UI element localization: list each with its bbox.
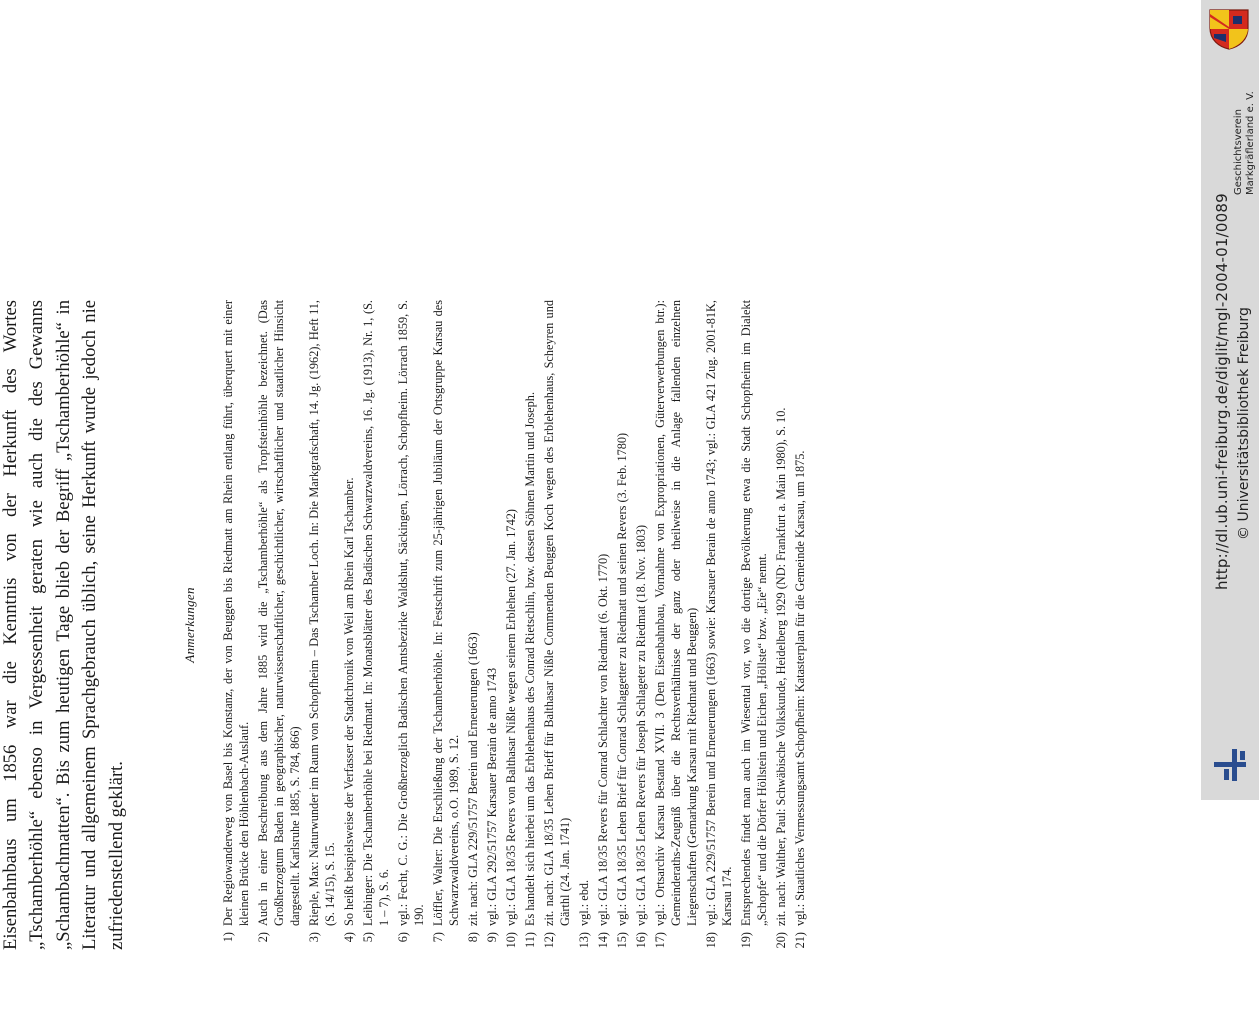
note-text: Rieple, Max: Naturwunder im Raum von Schopfheim – Das Tschamber Loch. In: Die Markgrafschaft, 14. Jg. (1962), Heft 11, (S. 14/15), S. 15. bbox=[307, 300, 337, 926]
note-item bbox=[395, 300, 427, 950]
note-number: 10) bbox=[504, 932, 518, 949]
note-number: 15) bbox=[615, 932, 629, 949]
notes-list bbox=[220, 300, 808, 950]
note-text: Entsprechendes findet man auch im Wiesental vor, wo die dortige Bevölkerung etwa die Stadt Schopfheim im Dialekt „Schopfe“ und die Dörfer Höllstein und Eichen „Höllste“ bzw. „Eie“ nennt. bbox=[739, 300, 769, 926]
note-text: zit. nach: Walther, Paul: Schwäbische Volkskunde, Heidelberg 1929 (ND: Frankfurt a. Main 1980), S. 10. bbox=[774, 407, 788, 926]
note-item bbox=[220, 300, 252, 950]
note-item bbox=[633, 300, 649, 950]
body-paragraph bbox=[0, 300, 130, 950]
note-item bbox=[576, 300, 592, 950]
note-item bbox=[341, 300, 357, 950]
note-number: 1) bbox=[221, 932, 235, 943]
note-text: zit. nach: GLA 18/35 Lehen Brieff für Balthasar Nißle Commenden Beuggen Koch wegen des Erblehenhaus, Scheyren und Gärthl (24. Jan. 1741) bbox=[542, 300, 572, 926]
note-text: vgl.: GLA 292/51757 Karsauer Berain de anno 1743 bbox=[485, 667, 499, 926]
note-text: vgl.: Fecht, C. G.: Die Großherzoglich Badischen Amtsbezirke Waldshut, Säckingen, Lörrach, Schopfheim. Lörrach 1859, S. 190. bbox=[396, 300, 426, 926]
society-line-2: Markgräflerland e. V. bbox=[1245, 91, 1256, 195]
society-line-1: Geschichtsverein bbox=[1233, 109, 1244, 195]
note-number: 11) bbox=[523, 932, 537, 948]
note-item bbox=[484, 300, 500, 950]
note-item bbox=[522, 300, 538, 950]
note-number: 20) bbox=[774, 932, 788, 949]
copyright-text: © Universitätsbibliothek Freiburg bbox=[1236, 307, 1252, 540]
note-item bbox=[792, 300, 808, 950]
note-number: 16) bbox=[634, 932, 648, 949]
note-text: vgl.: GLA 18/35 Revers für Conrad Schlachter von Riedmatt (6. Okt. 1770) bbox=[596, 553, 610, 926]
note-number: 19) bbox=[739, 932, 753, 949]
note-item bbox=[503, 300, 519, 950]
note-number: 21) bbox=[793, 932, 807, 949]
note-number: 3) bbox=[307, 932, 321, 943]
note-number: 6) bbox=[396, 932, 410, 943]
note-item bbox=[465, 300, 481, 950]
scanned-page bbox=[0, 235, 965, 1035]
body-text: Eisenbahnbaus um 1856 war die Kenntnis von der Herkunft des Wortes „Tschamberhöhle“ ebenso in Vergessenheit geraten wie auch die des Gewanns „Schambachmatten“. Bis zum heutigen Tage blieb der Begriff „Tschamberhöhle“ in Literatur und allgemeinem Sprachgebrauch üblich, seine Herkunft wurde jedoch nie zufriedenstellend geklärt. bbox=[0, 300, 127, 950]
note-item bbox=[773, 300, 789, 950]
note-text: Es handelt sich hierbei um das Erblehenhaus des Conrad Rietschlin, bzw. dessen Söhnen Martin und Joseph. bbox=[523, 391, 537, 926]
note-text: So heißt beispielsweise der Verfasser der Stadtchronik von Weil am Rhein Karl Tschamber. bbox=[342, 477, 356, 926]
note-text: Der Regiowanderweg von Basel bis Konstanz, der von Beuggen bis Riedmatt am Rhein entlang führt, überquert mit einer kleinen Brücke den Höhlenbach-Auslauf. bbox=[221, 300, 251, 926]
note-item bbox=[738, 300, 770, 950]
note-text: Auch in einer Beschreibung aus dem Jahre 1885 wird die „Tschamberhöhle“ als Tropfsteinhöhle bezeichnet. (Das Großherzogtum Baden in geographischer, naturwissenschaftlicher, geschichtlicher, wirtschaftlicher und staatlicher Hinsicht dargestellt. Karlsruhe 1885, S. 784, 866) bbox=[256, 300, 302, 926]
page-content bbox=[0, 300, 811, 950]
note-text: Löffler, Walter: Die Erschließung der Tschamberhöhle. In: Festschrift zum 25-jährigen Jubiläum der Ortsgruppe Karsau des Schwarzwaldvereins, o.O. 1989, S. 12. bbox=[431, 300, 461, 926]
note-number: 12) bbox=[542, 932, 556, 949]
coat-of-arms-icon bbox=[1206, 8, 1252, 50]
note-text: vgl.: ebd. bbox=[577, 879, 591, 926]
note-text: zit. nach: GLA 229/51757 Berein und Erneuerungen (1663) bbox=[466, 632, 480, 926]
note-item bbox=[614, 300, 630, 950]
note-text: vgl.: Ortsarchiv Karsau Bestand XVII. 3 (Den Eisenbahnbau, Vornahme von Expropriationen, Güterverwerbungen btr.): Gemeinderaths-Zeugniß über die Rechtsverhältnisse der ganz oder theilweise in die Anlage fallenden einzelnen Liegenschaften (Gemarkung Karsau mit Riedmatt und Beuggen) bbox=[653, 300, 699, 926]
note-number: 4) bbox=[342, 932, 356, 943]
note-item bbox=[541, 300, 573, 950]
note-item bbox=[595, 300, 611, 950]
note-item bbox=[306, 300, 338, 950]
source-url-link[interactable]: http://dl.ub.uni-freiburg.de/diglit/mgl-2004-01/0089 bbox=[1213, 193, 1231, 590]
note-text: Leibinger: Die Tschamberhöhle bei Riedmatt. In: Monatsblätter des Badischen Schwarzwaldvereins, 16. Jg. (1913), Nr. 1, (S. 1 – 7), S. 6. bbox=[361, 300, 391, 926]
note-text: vgl.: Staatliches Vermessungsamt Schopfheim: Katasterplan für die Gemeinde Karsau, um 1875. bbox=[793, 450, 807, 926]
note-number: 5) bbox=[361, 932, 375, 943]
society-label bbox=[1233, 91, 1257, 195]
digital-library-logo-icon[interactable] bbox=[1210, 747, 1250, 783]
note-text: vgl.: GLA 18/35 Revers von Balthasar Nißle wegen seinem Erblehen (27. Jan. 1742) bbox=[504, 509, 518, 926]
note-number: 8) bbox=[466, 932, 480, 943]
note-text: vgl.: GLA 229/51757 Berein und Erneuerungen (1663) sowie: Karsauer Berain de anno 1743; vgl.: GLA 421 Zug. 2001-81K, Karsau 174. bbox=[704, 300, 734, 926]
note-item bbox=[360, 300, 392, 950]
note-item bbox=[430, 300, 462, 950]
note-item bbox=[703, 300, 735, 950]
note-text: vgl.: GLA 18/35 Lehen Brief für Conrad Schlaggetter zu Riedmatt und seinen Revers (3. Feb. 1780) bbox=[615, 432, 629, 926]
note-number: 14) bbox=[596, 932, 610, 949]
note-number: 17) bbox=[653, 932, 667, 949]
note-item bbox=[255, 300, 303, 950]
note-item bbox=[652, 300, 700, 950]
note-number: 18) bbox=[704, 932, 718, 949]
note-number: 13) bbox=[577, 932, 591, 949]
note-number: 2) bbox=[256, 932, 270, 943]
note-text: vgl.: GLA 18/35 Lehen Revers für Joseph Schlageter zu Riedmat (18. Nov. 1803) bbox=[634, 524, 648, 926]
note-number: 7) bbox=[431, 932, 445, 943]
note-number: 9) bbox=[485, 932, 499, 943]
notes-heading: Anmerkungen bbox=[182, 587, 197, 663]
